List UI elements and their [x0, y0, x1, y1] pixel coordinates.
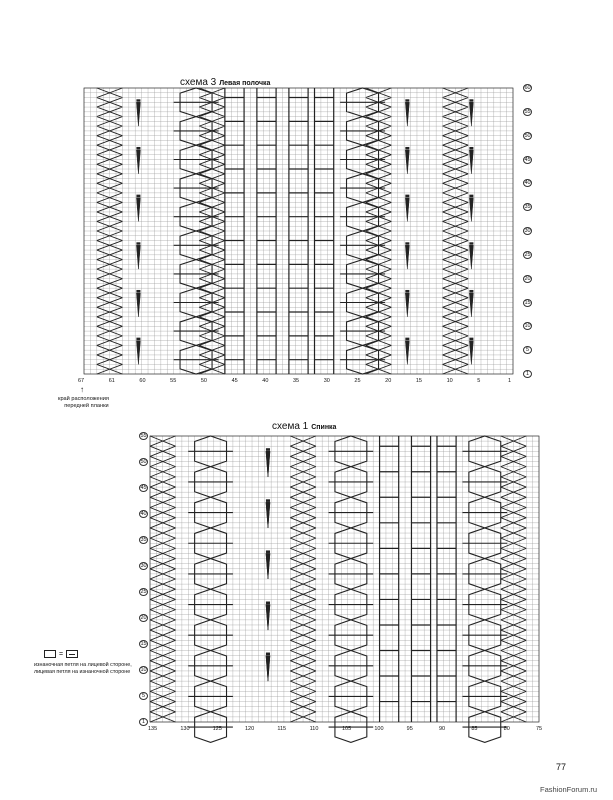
chart1-x-tick: 75: [536, 726, 543, 732]
bobble-drop-symbol: [469, 341, 473, 365]
bobble-symbol: [405, 99, 409, 101]
blank-cell-symbol-icon: [44, 650, 56, 658]
bobble-drop-symbol: [469, 245, 473, 269]
bobble-symbol: [266, 499, 270, 501]
bobble-symbol: [136, 99, 140, 101]
bobble-drop-symbol: [405, 341, 409, 365]
chart1-row-label: 45: [140, 485, 147, 491]
bobble-drop-symbol: [469, 150, 473, 174]
bobble-symbol: [266, 550, 270, 552]
chart1-title: [272, 421, 336, 432]
chart3-x-tick: 30: [323, 378, 330, 384]
chart3-row-label: 60: [524, 85, 531, 91]
bobble-symbol: [136, 195, 140, 197]
chart3-row-label: 25: [524, 251, 531, 258]
chart1-x-tick: 115: [277, 726, 287, 732]
bobble-symbol: [266, 653, 270, 655]
edge-arrow-icon: ↑: [80, 385, 84, 394]
chart3-x-tick: 20: [385, 378, 392, 384]
chart3-x-tick: 60: [139, 378, 146, 384]
chart3-x-tick: 5: [477, 378, 481, 384]
bobble-drop-symbol: [469, 102, 473, 126]
bobble-symbol: [136, 290, 140, 292]
chart3-row-label: 35: [524, 204, 531, 211]
chart3-row-label: 5: [523, 346, 532, 354]
chart1-body: [150, 436, 539, 742]
bobble-symbol: [136, 147, 140, 149]
chart3-row-label: 40: [524, 180, 531, 187]
watermark: FashionForum.ru: [540, 785, 598, 794]
chart1-x-tick: 105: [342, 726, 352, 732]
bobble-drop-symbol: [136, 102, 140, 126]
chart3-row-label: 55: [524, 108, 531, 115]
bobble-drop-symbol: [136, 198, 140, 222]
bobble-drop-symbol: [405, 245, 409, 269]
chart3-row-label: 20: [524, 275, 531, 282]
chart1-subtitle: Спинка: [311, 424, 337, 431]
chart1-row-label: 15: [140, 641, 147, 647]
bobble-drop-symbol: [136, 341, 140, 365]
edge-note: [58, 396, 109, 410]
chart3-x-tick: 1: [508, 378, 512, 384]
chart3-x-tick: 45: [231, 378, 238, 384]
chart1-x-tick: 80: [503, 726, 510, 732]
chart3-row-label: 10: [524, 323, 531, 330]
chart3-title-text: схема 3: [180, 77, 217, 88]
chart1-x-tick: 125: [212, 726, 222, 732]
legend-line2: лицевая петля на изнаночной стороне: [34, 668, 131, 675]
bobble-drop-symbol: [136, 245, 140, 269]
edge-note-line2: передней планки: [64, 403, 109, 409]
bobble-drop-symbol: [405, 293, 409, 317]
legend-line1: изнаночная петля на лицевой стороне,: [34, 662, 132, 668]
chart1-row-label: 40: [140, 511, 147, 517]
chart3-x-tick: 40: [262, 378, 269, 384]
bobble-symbol: [469, 195, 473, 197]
bobble-drop-symbol: [405, 150, 409, 174]
chart1-row-label: 5: [139, 692, 148, 700]
bobble-drop-symbol: [405, 102, 409, 126]
bobble-symbol: [469, 147, 473, 149]
bobble-symbol: [405, 242, 409, 244]
chart1-row-label: 10: [140, 667, 147, 673]
chart1-row-label: 30: [140, 563, 147, 569]
chart3-row-label: 1: [523, 370, 532, 378]
bobble-symbol: [469, 338, 473, 340]
chart1-x-tick: 90: [439, 726, 446, 732]
chart3-x-tick: 10: [446, 378, 453, 384]
chart3-row-label: 15: [524, 299, 531, 306]
bobble-drop-symbol: [469, 198, 473, 222]
chart3-subtitle: Левая полочка: [219, 80, 271, 87]
bobble-drop-symbol: [266, 451, 270, 477]
chart3-x-tick: 61: [108, 378, 115, 384]
legend-equals: =: [59, 650, 64, 658]
chart3-row-label: 45: [524, 156, 531, 163]
chart3-row-label: 30: [524, 228, 531, 234]
bobble-symbol: [405, 290, 409, 292]
bobble-symbol: [266, 448, 270, 450]
chart1-row-label: 25: [140, 589, 147, 595]
chart3-x-tick: 50: [200, 378, 207, 384]
chart1-row-label: 35: [140, 537, 147, 543]
chart1-x-tick: 95: [406, 726, 413, 732]
bobble-symbol: [266, 602, 270, 604]
bobble-symbol: [136, 338, 140, 340]
chart1-x-tick: 135: [148, 726, 158, 732]
bobble-symbol: [469, 290, 473, 292]
chart1-x-tick: 100: [374, 726, 384, 732]
edge-note-line1: край расположения: [58, 396, 109, 402]
bobble-symbol: [405, 147, 409, 149]
chart1-x-tick: 110: [309, 726, 319, 732]
bobble-drop-symbol: [469, 293, 473, 317]
bobble-symbol: [469, 99, 473, 101]
chart1-row-label: 55: [140, 433, 147, 439]
chart1-title-text: схема 1: [272, 421, 309, 432]
chart3-x-tick: 67: [78, 378, 85, 384]
bobble-drop-symbol: [266, 502, 270, 528]
chart1-row-label: 50: [140, 459, 147, 465]
bobble-symbol: [405, 338, 409, 340]
bobble-drop-symbol: [266, 605, 270, 631]
chart3-body: [84, 88, 513, 374]
chart1-x-tick: 85: [471, 726, 478, 732]
chart1-x-tick: 130: [180, 726, 190, 732]
chart3-x-tick: 35: [293, 378, 300, 384]
chart3-gridlines: [84, 88, 513, 374]
chart3-x-tick: 55: [170, 378, 177, 384]
chart1-row-label: 1: [139, 718, 148, 726]
bobble-drop-symbol: [266, 553, 270, 579]
legend: [34, 650, 132, 675]
page-number: 77: [556, 762, 567, 772]
bobble-drop-symbol: [405, 198, 409, 222]
chart3-x-tick: 15: [415, 378, 422, 384]
chart1-row-label: 20: [140, 615, 147, 621]
chart3-row-label: 50: [524, 132, 531, 139]
bobble-drop-symbol: [266, 656, 270, 682]
dash-cell-symbol-icon: [66, 650, 78, 658]
chart1-x-tick: 120: [245, 726, 255, 732]
chart3-x-tick: 25: [354, 378, 361, 384]
bobble-symbol: [405, 195, 409, 197]
bobble-symbol: [469, 242, 473, 244]
bobble-symbol: [136, 242, 140, 244]
bobble-drop-symbol: [136, 150, 140, 174]
bobble-drop-symbol: [136, 293, 140, 317]
